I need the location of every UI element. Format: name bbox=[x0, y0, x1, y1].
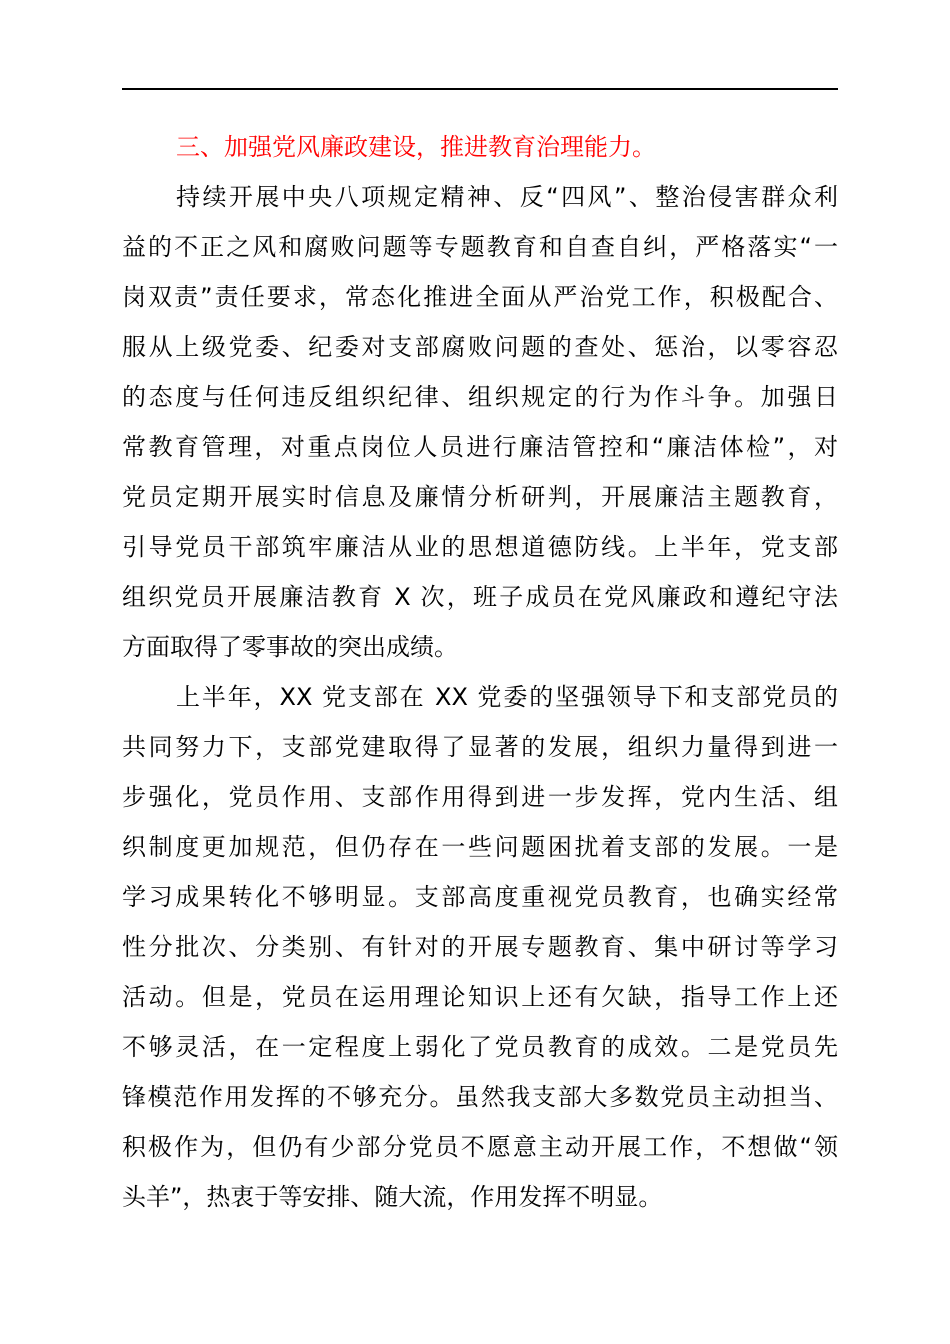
paragraph-line: 织制度更加规范，但仍存在一些问题困扰着支部的发展。一是 bbox=[122, 833, 838, 861]
paragraph-line: 积极作为，但仍有少部分党员不愿意主动开展工作，不想做“领 bbox=[122, 1133, 838, 1161]
document-body bbox=[122, 122, 838, 1222]
paragraph-line: 不够灵活，在一定程度上弱化了党员教育的成效。二是党员先 bbox=[122, 1033, 838, 1061]
paragraph-line: 共同努力下，支部党建取得了显著的发展，组织力量得到进一 bbox=[122, 733, 838, 761]
header-rule bbox=[122, 88, 838, 90]
paragraph-line: 的态度与任何违反组织纪律、组织规定的行为作斗争。加强日 bbox=[122, 383, 838, 411]
paragraph-line: 活动。但是，党员在运用理论知识上还有欠缺，指导工作上还 bbox=[122, 983, 838, 1011]
paragraph-line: 性分批次、分类别、有针对的开展专题教育、集中研讨等学习 bbox=[122, 933, 838, 961]
paragraph-line: 头羊”，热衷于等安排、随大流，作用发挥不明显。 bbox=[122, 1183, 663, 1211]
paragraph-2 bbox=[122, 672, 838, 1222]
paragraph-line: 方面取得了零事故的突出成绩。 bbox=[122, 633, 458, 661]
paragraph-line: 步强化，党员作用、支部作用得到进一步发挥，党内生活、组 bbox=[122, 783, 838, 811]
paragraph-line: 引导党员干部筑牢廉洁从业的思想道德防线。上半年，党支部 bbox=[122, 533, 838, 561]
paragraph-line: 学习成果转化不够明显。支部高度重视党员教育，也确实经常 bbox=[122, 883, 838, 911]
paragraph-line: 常教育管理，对重点岗位人员进行廉洁管控和“廉洁体检”，对 bbox=[122, 433, 838, 461]
paragraph-1 bbox=[122, 172, 838, 672]
paragraph-line: 益的不正之风和腐败问题等专题教育和自查自纠，严格落实“一 bbox=[122, 233, 838, 261]
paragraph-line: 上半年，XX 党支部在 XX 党委的坚强领导下和支部党员的 bbox=[176, 683, 838, 711]
paragraph-line: 锋模范作用发挥的不够充分。虽然我支部大多数党员主动担当、 bbox=[122, 1083, 838, 1111]
paragraph-line: 党员定期开展实时信息及廉情分析研判，开展廉洁主题教育， bbox=[122, 483, 838, 511]
paragraph-line: 岗双责”责任要求，常态化推进全面从严治党工作，积极配合、 bbox=[122, 283, 838, 311]
paragraph-line: 服从上级党委、纪委对支部腐败问题的查处、惩治，以零容忍 bbox=[122, 333, 838, 361]
paragraph-line: 持续开展中央八项规定精神、反“四风”、整治侵害群众利 bbox=[176, 183, 838, 211]
paragraph-line: 组织党员开展廉洁教育 X 次，班子成员在党风廉政和遵纪守法 bbox=[122, 583, 838, 611]
section-heading: 三、加强党风廉政建设，推进教育治理能力。 bbox=[176, 133, 656, 161]
